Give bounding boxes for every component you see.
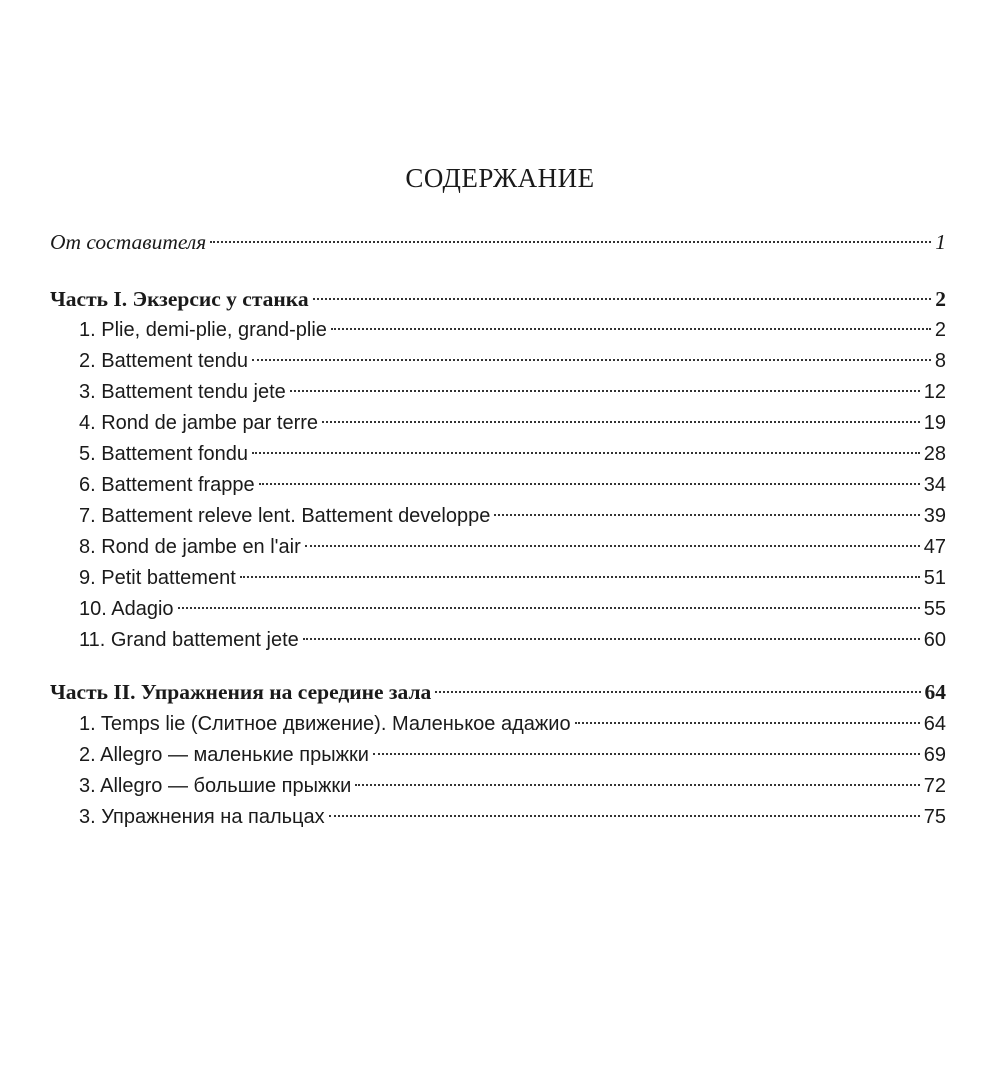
toc-entry-page: 2 [934, 319, 946, 341]
toc-entry-label: 11. Grand battement jete [79, 629, 299, 651]
dot-leader [575, 722, 920, 724]
toc-entry-page: 47 [923, 536, 946, 558]
dot-leader [252, 452, 920, 454]
toc-entry-label: Часть I. Экзерсис у станка [50, 287, 309, 311]
toc-subentry [79, 315, 946, 345]
toc-entry-page: 34 [923, 474, 946, 496]
toc-subentry [79, 470, 946, 500]
toc-entry-label: 4. Rond de jambe par terre [79, 412, 319, 434]
page-title: СОДЕРЖАНИЕ [405, 163, 595, 193]
dot-leader [290, 390, 920, 392]
dot-leader [329, 815, 920, 817]
toc-entry-page: 55 [923, 598, 946, 620]
toc-entry-page: 2 [935, 287, 946, 311]
toc-entry-label: 5. Battement fondu [79, 443, 249, 465]
dot-leader [178, 607, 920, 609]
toc-entry-label: От составителя [50, 230, 207, 254]
dot-leader [240, 576, 920, 578]
toc-subentry [79, 625, 946, 655]
toc-entry-label: Часть II. Упражнения на середине зала [50, 680, 432, 704]
dot-leader [494, 514, 919, 516]
toc-entry-page: 19 [923, 412, 946, 434]
toc-entry-preface [50, 227, 946, 257]
toc-entry-page: 60 [923, 629, 946, 651]
toc-subentry [79, 563, 946, 593]
dot-leader [313, 298, 932, 300]
toc-entry-label: 3. Упражнения на пальцах [79, 806, 325, 828]
toc-entry-label: 7. Battement releve lent. Battement developpe [79, 505, 491, 527]
toc-entry-label: 1. Temps lie (Слитное движение). Маленькое адажио [79, 713, 571, 735]
toc-subentry [79, 709, 946, 739]
dot-leader [252, 359, 931, 361]
toc-entry-label: 1. Plie, demi-plie, grand-plie [79, 319, 327, 341]
toc-subentry [79, 408, 946, 438]
toc-subentry [79, 802, 946, 832]
toc-subentry [79, 740, 946, 770]
toc-entry-page: 28 [923, 443, 946, 465]
toc-entry-page: 64 [923, 713, 946, 735]
dot-leader [435, 691, 920, 693]
dot-leader [210, 241, 931, 243]
toc-subentry [79, 377, 946, 407]
toc-entry-page: 64 [924, 680, 946, 704]
dot-leader [259, 483, 920, 485]
toc-subentry [79, 501, 946, 531]
toc-entry-label: 3. Battement tendu jete [79, 381, 286, 403]
toc-subentry [79, 346, 946, 376]
toc-entry-label: 8. Rond de jambe en l'air [79, 536, 301, 558]
toc-entry-label: 2. Allegro — маленькие прыжки [79, 744, 369, 766]
toc-entry-page: 75 [923, 806, 946, 828]
toc-entry-label: 10. Adagio [79, 598, 174, 620]
toc-entry-part1 [50, 284, 946, 314]
toc-entry-page: 8 [934, 350, 946, 372]
toc-entry-page: 72 [923, 775, 946, 797]
toc-entry-label: 2. Battement tendu [79, 350, 249, 372]
dot-leader [305, 545, 920, 547]
toc-subentry [79, 594, 946, 624]
toc-entry-page: 39 [923, 505, 946, 527]
toc-entry-page: 1 [935, 230, 946, 254]
toc-entry-part2 [50, 677, 946, 707]
dot-leader [331, 328, 931, 330]
toc-entry-page: 51 [923, 567, 946, 589]
toc-entry-page: 69 [923, 744, 946, 766]
toc-entry-label: 6. Battement frappe [79, 474, 255, 496]
toc-entry-label: 3. Allegro — большие прыжки [79, 775, 352, 797]
toc-subentry [79, 771, 946, 801]
dot-leader [303, 638, 920, 640]
toc-subentry [79, 532, 946, 562]
dot-leader [373, 753, 920, 755]
toc-entry-label: 9. Petit battement [79, 567, 236, 589]
dot-leader [322, 421, 920, 423]
dot-leader [355, 784, 919, 786]
toc-entry-page: 12 [923, 381, 946, 403]
toc-subentry [79, 439, 946, 469]
